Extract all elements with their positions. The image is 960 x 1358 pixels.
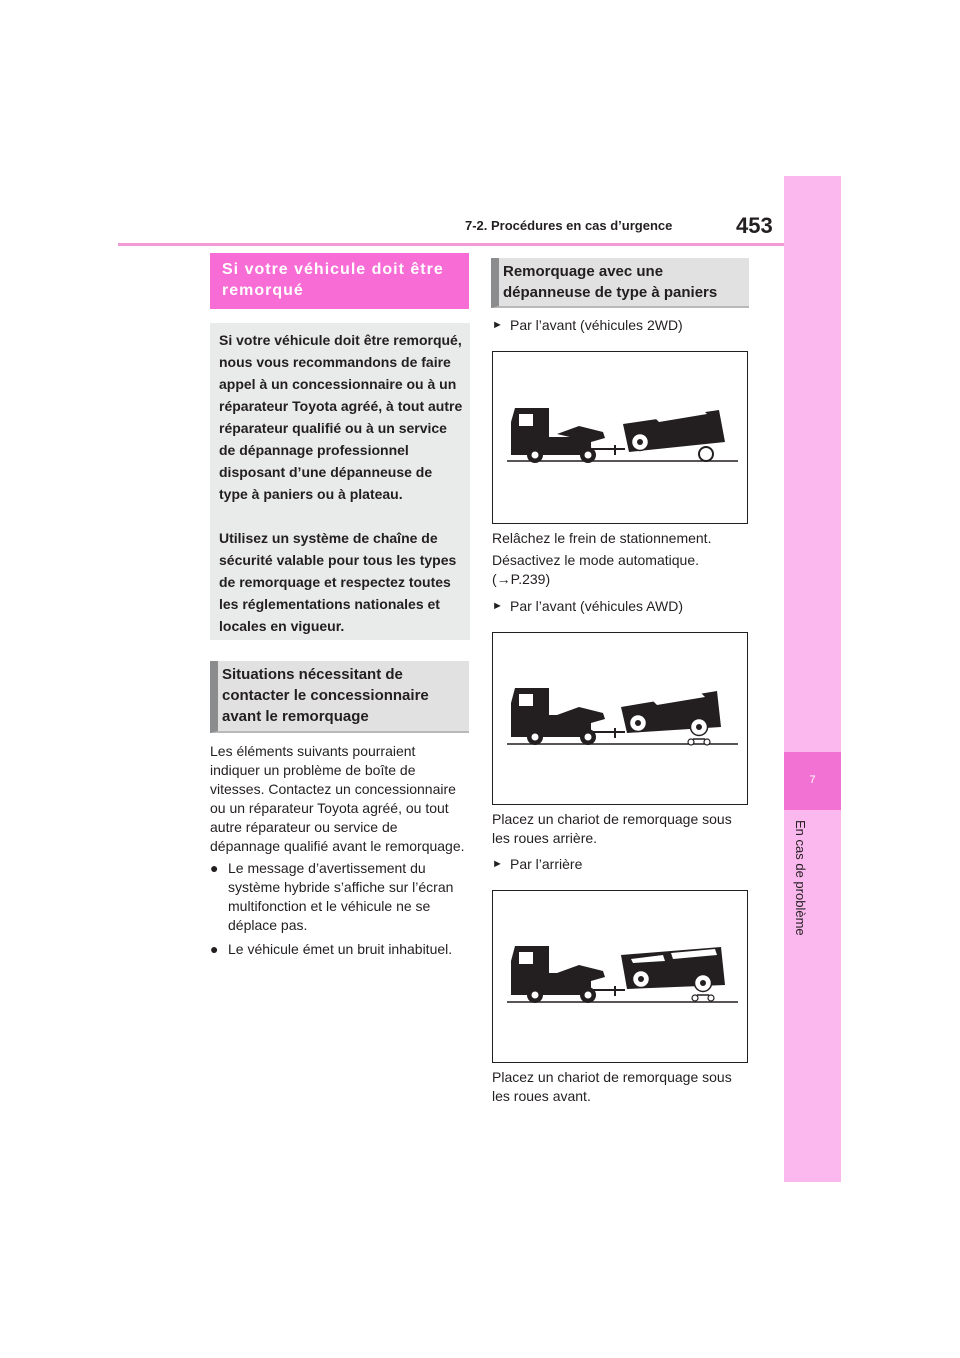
situations-intro: Les éléments suivants pourraient indiquer un problème de boîte de vitesses. Contactez un concessionnaire ou un réparateur Toyota agréé, ou tout autre réparateur ou service de dépannage qualifié avant le remorquage. <box>210 743 465 854</box>
list-item-text: Le véhicule émet un bruit inhabituel. <box>228 941 453 957</box>
towing-note-paragraph: Si votre véhicule doit être remorqué, nous vous recommandons de faire appel à un concessionnaire ou à un réparateur Toyota agréé, à tout autre réparateur qualifié ou à un service de dépannage professionnel disposant d’une dépanneuse de type à paniers ou à plateau. <box>219 332 463 502</box>
header-divider <box>118 243 784 246</box>
list-item-text: Le message d’avertissement du système hybride s’affiche sur l’écran multifonction et le véhicule ne se déplace pas. <box>228 860 454 933</box>
basket-towing-heading <box>491 258 749 308</box>
case-rear-text: Placez un chariot de remorquage sous les roues avant. <box>492 1069 732 1104</box>
chapter-number-tab <box>784 752 841 810</box>
case-front-2wd-label: ► Par l’avant (véhicules 2WD) <box>492 317 683 333</box>
bullet-icon: ● <box>210 941 219 957</box>
case-front-2wd-text-1: Relâchez le frein de stationnement. <box>492 530 712 546</box>
section-title: 7-2. Procédures en cas d’urgence <box>465 218 673 233</box>
bullet-icon: ● <box>210 860 219 876</box>
arrow-icon: ► <box>492 858 503 870</box>
figure-front-tow-2wd <box>492 351 748 524</box>
chapter-number: 7 <box>809 774 816 786</box>
towing-note-box <box>210 323 470 640</box>
arrow-icon: ► <box>492 600 503 612</box>
list-item <box>210 859 468 939</box>
case-rear-label: ► Par l’arrière <box>492 856 583 872</box>
safety-chain-paragraph: Utilisez un système de chaîne de sécurité valable pour tous les types de remorquage et respectez toutes les réglementations nationales et locales en vigueur. <box>219 530 457 634</box>
basket-towing-heading-text: Remorquage avec une dépanneuse de type à paniers <box>503 263 718 301</box>
situations-heading <box>210 661 469 733</box>
towing-heading-text: Si votre véhicule doit être remorqué <box>222 261 444 299</box>
arrow-icon: ► <box>492 319 503 331</box>
list-item <box>210 940 468 960</box>
case-front-awd-text: Placez un chariot de remorquage sous les roues arrière. <box>492 811 732 846</box>
figure-front-tow-awd <box>492 632 748 805</box>
case-front-2wd-text-2: Désactivez le mode automatique. (→P.239) <box>492 552 699 587</box>
chapter-label: En cas de problème <box>793 820 808 936</box>
case-front-awd-label: ► Par l’avant (véhicules AWD) <box>492 598 683 614</box>
figure-rear-tow <box>492 890 748 1063</box>
chapter-side-tab <box>784 176 841 1182</box>
towing-heading <box>210 253 469 309</box>
page-number: 453 <box>736 213 773 238</box>
situations-heading-text: Situations nécessitant de contacter le concessionnaire avant le remorquage <box>222 666 429 725</box>
